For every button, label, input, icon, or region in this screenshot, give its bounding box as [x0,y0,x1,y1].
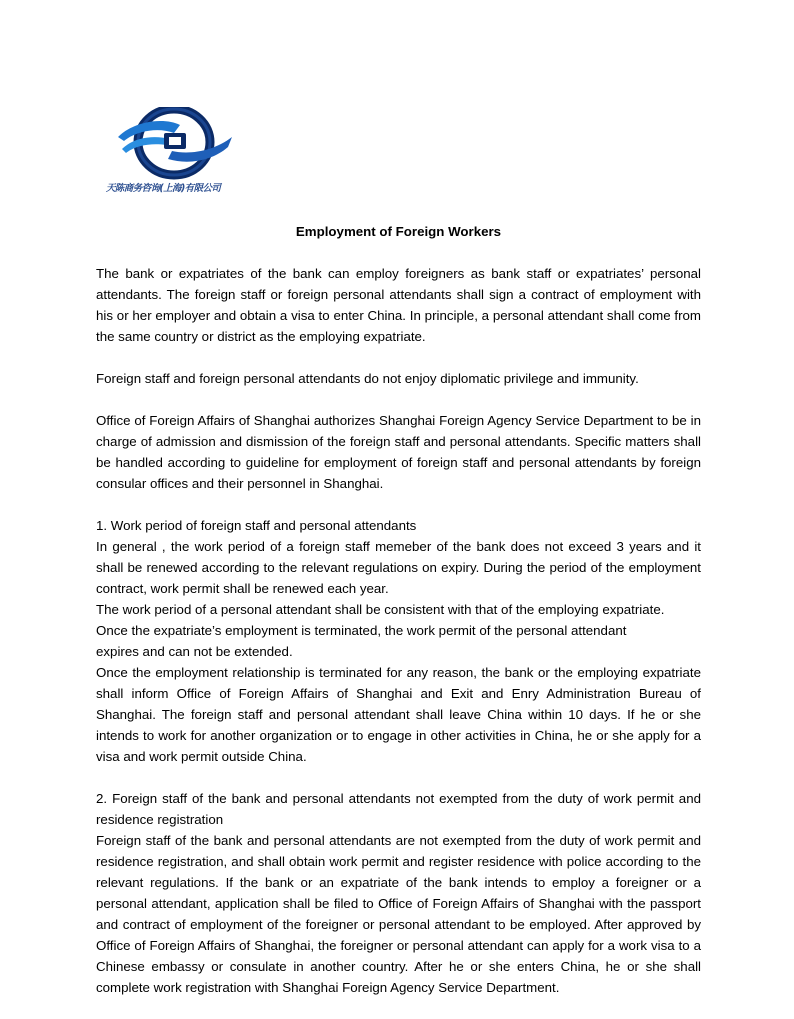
company-logo [106,107,242,193]
paragraph-line: Once the expatriate’s employment is terminated, the work permit of the personal attendant [96,623,627,638]
document-title: Employment of Foreign Workers [295,224,502,239]
paragraph: Once the employment relationship is terminated for any reason, the bank or the employing expatriate shall inform Office of Foreign Affairs of Shanghai and Exit and Enry Administration Bureau of Shanghai. The foreign staff and personal attendant shall leave China within 10 days. If he or she intends to work for another organization or to engage in other activities in China, he or she apply for a visa and work permit outside China. [96,665,701,764]
section-work-permit [96,788,701,998]
section-heading: 1. Work period of foreign staff and personal attendants [96,518,417,533]
paragraph: Foreign staff of the bank and personal attendants are not exempted from the duty of work permit and residence registration, and shall obtain work permit and register residence with police according to the relevant regulations. If the bank or an expatriate of the bank intends to employ a foreigner or a personal attendant, application shall be filed to Office of Foreign Affairs of Shanghai with the passport and contract of employment of the foreigner or personal attendant to be employed. After approved by Office of Foreign Affairs of Shanghai, the foreigner or personal attendant can apply for a work visa to a Chinese embassy or consulate in another country. After he or she enters China, he or she shall complete work registration with Shanghai Foreign Agency Service Department. [96,833,701,995]
section-work-period [96,515,701,767]
paragraph: Foreign staff and foreign personal attendants do not enjoy diplomatic privilege and immunity. [96,371,639,386]
section-heading: 2. Foreign staff of the bank and personal attendants not exempted from the duty of work permit and residence registration [96,791,701,827]
document-body [96,221,701,1019]
logo-emblem-icon [114,107,234,181]
paragraph: Office of Foreign Affairs of Shanghai authorizes Shanghai Foreign Agency Service Department to be in charge of admission and dismission of the foreign staff and personal attendants. Specific matters shall be handled according to guideline for employment of foreign staff and personal attendants by foreign consular offices and their personnel in Shanghai. [96,413,701,491]
logo-caption: 天陈商务咨询(上海)有限公司 [106,183,221,194]
paragraph: The bank or expatriates of the bank can employ foreigners as bank staff or expatriates’ personal attendants. The foreign staff or foreign personal attendants shall sign a contract of employment with his or her employer and obtain a visa to enter China. In principle, a personal attendant shall come from the same country or district as the employing expatriate. [96,266,701,344]
paragraph: The work period of a personal attendant shall be consistent with that of the employing expatriate. [96,602,665,617]
paragraph: In general , the work period of a foreign staff memeber of the bank does not exceed 3 years and it shall be renewed according to the relevant regulations on expiry. During the period of the employment contract, work permit shall be renewed each year. [96,539,701,596]
paragraph-line: expires and can not be extended. [96,644,293,659]
